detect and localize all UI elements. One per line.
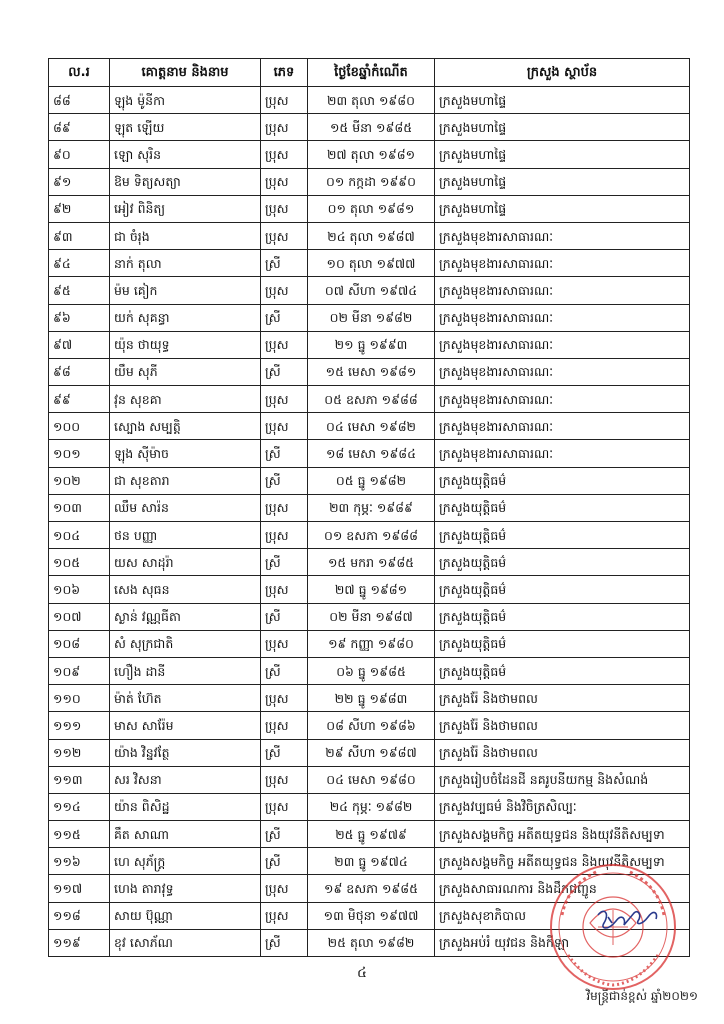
- header-sex: ភេទ: [261, 59, 308, 87]
- table-row: [49, 576, 690, 603]
- cell-name: សេង សុធន: [110, 576, 261, 603]
- table-row: [49, 929, 690, 956]
- cell-ministry: ក្រសួងមហាផ្ទៃ: [435, 168, 690, 195]
- cell-ministry: ក្រសួងមុខងារសាធារណៈ: [435, 413, 690, 440]
- cell-ministry: ក្រសួងមុខងារសាធារណៈ: [435, 304, 690, 331]
- cell-dob: ០២ មីនា ១៩៨២: [308, 304, 435, 331]
- cell-name: ហេង តារាវុទ្ធ: [110, 875, 261, 902]
- table-row: [49, 549, 690, 576]
- cell-dob: ០១ តុលា ១៩៨១: [308, 195, 435, 222]
- header-name: គោត្តនាម និងនាម: [110, 59, 261, 87]
- cell-number: ៨៩: [49, 114, 110, 141]
- table-row: [49, 141, 690, 168]
- table-body: [49, 87, 690, 957]
- cell-dob: ២៣ កុម្ភៈ ១៩៨៩: [308, 494, 435, 521]
- cell-name: វុន សុខគា: [110, 386, 261, 413]
- cell-number: ១០៣: [49, 494, 110, 521]
- table-row: [49, 766, 690, 793]
- cell-name: ស្ងាន់ វណ្ណធីតា: [110, 603, 261, 630]
- cell-name: ម៉ាត់ ហ៊ែត: [110, 685, 261, 712]
- cell-ministry: ក្រសួងសង្គមកិច្ច អតីតយុទ្ធជន និងយុវនីតិសម្បទា: [435, 821, 690, 848]
- cell-number: ១០៦: [49, 576, 110, 603]
- cell-sex: ប្រុស: [261, 576, 308, 603]
- cell-ministry: ក្រសួងយុត្តិធម៌: [435, 657, 690, 684]
- cell-sex: ស្រី: [261, 358, 308, 385]
- cell-name: យឹម សុភី: [110, 358, 261, 385]
- cell-sex: ស្រី: [261, 657, 308, 684]
- table-row: [49, 821, 690, 848]
- cell-dob: ១០ តុលា ១៩៧៧: [308, 250, 435, 277]
- cell-sex: ប្រុស: [261, 331, 308, 358]
- cell-sex: ប្រុស: [261, 141, 308, 168]
- cell-dob: ២១ ធ្នូ ១៩៩៣: [308, 331, 435, 358]
- table-row: [49, 603, 690, 630]
- cell-number: ៨៨: [49, 87, 110, 114]
- cell-sex: ប្រុស: [261, 222, 308, 249]
- table-row: [49, 413, 690, 440]
- table-row: [49, 114, 690, 141]
- table-row: [49, 522, 690, 549]
- table-row: [49, 467, 690, 494]
- header-dob: ថ្ងៃខែឆ្នាំកំណើត: [308, 59, 435, 87]
- cell-sex: ស្រី: [261, 549, 308, 576]
- cell-name: ហឿង ដានី: [110, 657, 261, 684]
- table-header-row: [49, 59, 690, 87]
- table-row: [49, 440, 690, 467]
- cell-number: ១០៧: [49, 603, 110, 630]
- cell-sex: ប្រុស: [261, 413, 308, 440]
- cell-number: ១០១: [49, 440, 110, 467]
- cell-ministry: ក្រសួងមហាផ្ទៃ: [435, 87, 690, 114]
- cell-sex: ប្រុស: [261, 168, 308, 195]
- cell-number: ១០៤: [49, 522, 110, 549]
- cell-sex: ស្រី: [261, 848, 308, 875]
- cell-dob: ២៣ តុលា ១៩៨០: [308, 87, 435, 114]
- cell-dob: ០៧ សីហា ១៩៧៤: [308, 277, 435, 304]
- cell-dob: ១៥ មេសា ១៩៨១: [308, 358, 435, 385]
- cell-ministry: ក្រសួងសង្គមកិច្ច អតីតយុទ្ធជន និងយុវនីតិសម្បទា: [435, 848, 690, 875]
- table-row: [49, 630, 690, 657]
- cell-dob: ០៥ ធ្នូ ១៩៨២: [308, 467, 435, 494]
- cell-number: ១១៨: [49, 902, 110, 929]
- cell-number: ១១១: [49, 712, 110, 739]
- cell-dob: ១៥ មករា ១៩៨៥: [308, 549, 435, 576]
- cell-name: ម៉ម គៀក: [110, 277, 261, 304]
- table-row: [49, 168, 690, 195]
- cell-dob: ២៩ សីហា ១៩៨៧: [308, 739, 435, 766]
- cell-name: ឈឹម សារ៉ន: [110, 494, 261, 521]
- cell-ministry: ក្រសួងមុខងារសាធារណៈ: [435, 250, 690, 277]
- footer-note: វិមន្ត្រីជាន់ខ្ពស់ ឆ្នាំ២០២១: [586, 989, 698, 1003]
- cell-name: ជា ចំរុង: [110, 222, 261, 249]
- cell-name: ស្បោង សម្បត្តិ: [110, 413, 261, 440]
- cell-name: ឡុត ឡើយ: [110, 114, 261, 141]
- table-row: [49, 657, 690, 684]
- cell-name: ជា សុខតារា: [110, 467, 261, 494]
- cell-dob: ១៥ មីនា ១៩៨៥: [308, 114, 435, 141]
- header-ministry: ក្រសួង ស្ថាប័ន: [435, 59, 690, 87]
- cell-number: ១១៩: [49, 929, 110, 956]
- cell-dob: ០២ មីនា ១៩៨៧: [308, 603, 435, 630]
- table-row: [49, 386, 690, 413]
- cell-dob: ២៤ តុលា ១៩៨៧: [308, 222, 435, 249]
- cell-dob: ០៦ ធ្នូ ១៩៨៥: [308, 657, 435, 684]
- cell-number: ៩៨: [49, 358, 110, 385]
- table-row: [49, 685, 690, 712]
- cell-number: ១១៥: [49, 821, 110, 848]
- cell-ministry: ក្រសួងយុត្តិធម៌: [435, 467, 690, 494]
- cell-ministry: ក្រសួងសុខាភិបាល: [435, 902, 690, 929]
- cell-ministry: ក្រសួងយុត្តិធម៌: [435, 630, 690, 657]
- cell-number: ១០៥: [49, 549, 110, 576]
- table-row: [49, 902, 690, 929]
- cell-ministry: ក្រសួងមុខងារសាធារណៈ: [435, 277, 690, 304]
- cell-number: ៩៦: [49, 304, 110, 331]
- cell-sex: ប្រុស: [261, 630, 308, 657]
- cell-ministry: ក្រសួងមុខងារសាធារណៈ: [435, 358, 690, 385]
- cell-name: ថន បញ្ញា: [110, 522, 261, 549]
- cell-name: យ៉ាន ពិសិដ្ឋ: [110, 793, 261, 820]
- cell-sex: ប្រុស: [261, 87, 308, 114]
- cell-ministry: ក្រសួងសាធារណការ និងដឹកជញ្ជូន: [435, 875, 690, 902]
- cell-name: សំ សុក្រជាតិ: [110, 630, 261, 657]
- cell-number: ៩១: [49, 168, 110, 195]
- cell-sex: ប្រុស: [261, 685, 308, 712]
- cell-ministry: ក្រសួងរៀបចំដែនដី នគរូបនីយកម្ម និងសំណង់: [435, 766, 690, 793]
- cell-number: ៩៩: [49, 386, 110, 413]
- cell-ministry: ក្រសួងមុខងារសាធារណៈ: [435, 331, 690, 358]
- cell-sex: ស្រី: [261, 739, 308, 766]
- table-row: [49, 793, 690, 820]
- cell-ministry: ក្រសួងយុត្តិធម៌: [435, 576, 690, 603]
- cell-ministry: ក្រសួងយុត្តិធម៌: [435, 522, 690, 549]
- cell-sex: ប្រុស: [261, 114, 308, 141]
- cell-ministry: ក្រសួងមុខងារសាធារណៈ: [435, 386, 690, 413]
- cell-sex: ស្រី: [261, 440, 308, 467]
- cell-dob: ១៨ មេសា ១៩៨៤: [308, 440, 435, 467]
- table-row: [49, 277, 690, 304]
- cell-dob: ២៥ ធ្នូ ១៩៧៩: [308, 821, 435, 848]
- cell-dob: ០១ ឧសភា ១៩៨៨: [308, 522, 435, 549]
- cell-name: ឡុង ស៊ីម៉ាច: [110, 440, 261, 467]
- table-row: [49, 875, 690, 902]
- table-row: [49, 304, 690, 331]
- table-row: [49, 494, 690, 521]
- cell-name: នាក់ តុលា: [110, 250, 261, 277]
- cell-sex: ប្រុស: [261, 902, 308, 929]
- cell-sex: ប្រុស: [261, 712, 308, 739]
- table-row: [49, 250, 690, 277]
- cell-ministry: ក្រសួងមហាផ្ទៃ: [435, 114, 690, 141]
- cell-dob: ២៧ តុលា ១៩៨១: [308, 141, 435, 168]
- cell-sex: ប្រុស: [261, 195, 308, 222]
- cell-sex: ប្រុស: [261, 494, 308, 521]
- cell-name: ឱម ទិត្យសត្យា: [110, 168, 261, 195]
- cell-dob: ២៣ ធ្នូ ១៩៧៤: [308, 848, 435, 875]
- cell-number: ១០០: [49, 413, 110, 440]
- cell-ministry: ក្រសួងរ៉ែ និងថាមពល: [435, 739, 690, 766]
- cell-sex: ស្រី: [261, 467, 308, 494]
- cell-sex: ស្រី: [261, 929, 308, 956]
- cell-number: ១១០: [49, 685, 110, 712]
- cell-ministry: ក្រសួងរ៉ែ និងថាមពល: [435, 685, 690, 712]
- cell-number: ១០៨: [49, 630, 110, 657]
- cell-number: ១១៣: [49, 766, 110, 793]
- cell-sex: ប្រុស: [261, 875, 308, 902]
- cell-name: យក់ សុគន្ធា: [110, 304, 261, 331]
- cell-number: ៩៤: [49, 250, 110, 277]
- cell-sex: ប្រុស: [261, 766, 308, 793]
- cell-dob: ០៨ សីហា ១៩៨៦: [308, 712, 435, 739]
- cell-sex: ស្រី: [261, 603, 308, 630]
- cell-name: សាយ ប៊ុណ្ណា: [110, 902, 261, 929]
- cell-ministry: ក្រសួងយុត្តិធម៌: [435, 494, 690, 521]
- cell-dob: ១៣ មិថុនា ១៩៧៧: [308, 902, 435, 929]
- cell-sex: ប្រុស: [261, 793, 308, 820]
- cell-sex: ប្រុស: [261, 522, 308, 549]
- cell-dob: ០៤ មេសា ១៩៨២: [308, 413, 435, 440]
- page-number: ៤: [357, 965, 367, 981]
- cell-number: ១០៩: [49, 657, 110, 684]
- header-number: ល.រ: [49, 59, 110, 87]
- cell-name: ឡុង ម៉ូនីកា: [110, 87, 261, 114]
- cell-name: គឹត សាណា: [110, 821, 261, 848]
- cell-dob: ១៩ ឧសភា ១៩៨៥: [308, 875, 435, 902]
- cell-name: អៀវ ពិនិត្យ: [110, 195, 261, 222]
- cell-ministry: ក្រសួងមហាផ្ទៃ: [435, 141, 690, 168]
- cell-number: ៩៥: [49, 277, 110, 304]
- cell-name: សរ វិសនា: [110, 766, 261, 793]
- cell-sex: ប្រុស: [261, 386, 308, 413]
- cell-dob: ២៤ កុម្ភៈ ១៩៨២: [308, 793, 435, 820]
- table-row: [49, 195, 690, 222]
- cell-dob: ០៤ មេសា ១៩៨០: [308, 766, 435, 793]
- cell-name: ហេ សុភ័ក្រ្ត: [110, 848, 261, 875]
- cell-ministry: ក្រសួងមុខងារសាធារណៈ: [435, 440, 690, 467]
- cell-dob: ១៩ កញ្ញា ១៩៨០: [308, 630, 435, 657]
- cell-number: ១១៦: [49, 848, 110, 875]
- cell-number: ៩៣: [49, 222, 110, 249]
- table-row: [49, 739, 690, 766]
- table-row: [49, 358, 690, 385]
- cell-dob: ០៥ ឧសភា ១៩៨៨: [308, 386, 435, 413]
- table-row: [49, 712, 690, 739]
- cell-name: ខុវ សោភ័ណ: [110, 929, 261, 956]
- cell-number: ៩៧: [49, 331, 110, 358]
- cell-sex: ស្រី: [261, 250, 308, 277]
- roster-table: [48, 58, 690, 957]
- cell-ministry: ក្រសួងអប់រំ យុវជន និងកីឡា: [435, 929, 690, 956]
- cell-number: ១១៤: [49, 793, 110, 820]
- cell-ministry: ក្រសួងមុខងារសាធារណៈ: [435, 222, 690, 249]
- table-row: [49, 848, 690, 875]
- cell-number: ១០២: [49, 467, 110, 494]
- cell-dob: ២៧ ធ្នូ ១៩៨១: [308, 576, 435, 603]
- cell-number: ៩០: [49, 141, 110, 168]
- cell-dob: ២២ ធ្នូ ១៩៨៣: [308, 685, 435, 712]
- cell-dob: ០១ កក្កដា ១៩៩០: [308, 168, 435, 195]
- cell-name: មាស សារ៉ែម: [110, 712, 261, 739]
- cell-number: ១១៧: [49, 875, 110, 902]
- cell-ministry: ក្រសួងវប្បធម៌ និងវិចិត្រសិល្បៈ: [435, 793, 690, 820]
- cell-name: យ៉ាង វិន្នវត្ថែ: [110, 739, 261, 766]
- cell-name: យ៉ុន ថាយុទ្ធ: [110, 331, 261, 358]
- cell-dob: ២៥ តុលា ១៩៨២: [308, 929, 435, 956]
- table-row: [49, 331, 690, 358]
- table-row: [49, 87, 690, 114]
- cell-name: យស សាដុរ៉ា: [110, 549, 261, 576]
- cell-sex: ស្រី: [261, 821, 308, 848]
- cell-ministry: ក្រសួងរ៉ែ និងថាមពល: [435, 712, 690, 739]
- cell-number: ៩២: [49, 195, 110, 222]
- table-row: [49, 222, 690, 249]
- cell-ministry: ក្រសួងយុត្តិធម៌: [435, 549, 690, 576]
- cell-name: ឡោ សុរិន: [110, 141, 261, 168]
- cell-sex: ប្រុស: [261, 277, 308, 304]
- cell-ministry: ក្រសួងមហាផ្ទៃ: [435, 195, 690, 222]
- cell-number: ១១២: [49, 739, 110, 766]
- cell-ministry: ក្រសួងយុត្តិធម៌: [435, 603, 690, 630]
- cell-sex: ស្រី: [261, 304, 308, 331]
